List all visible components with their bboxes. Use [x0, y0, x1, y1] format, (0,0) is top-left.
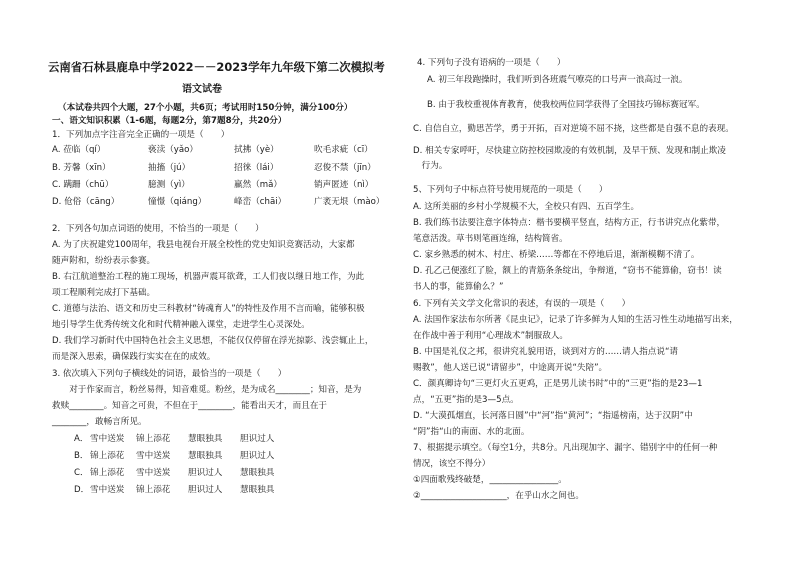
q1-option: 广袤无垠（mào） — [314, 197, 385, 207]
q5-line: D. 孔乙己便涨红了脸，额上的青筋条条绽出，争辩道，“窃书不能算偷，窃书！读 — [413, 266, 722, 276]
q3-word: 慧眼独具 — [240, 468, 275, 478]
q1-option: A. 莅临（qí） — [52, 145, 106, 155]
q2-line: 随声附和，纷纷表示参赛。 — [52, 256, 156, 266]
q1-option: 拭拂（yè） — [234, 145, 279, 155]
q4-line: D. 相关专家呼吁，尽快建立防控校园欺凌的有效机制，及早干预、发现和制止欺凌 — [413, 146, 726, 156]
q3-word: 雪中送炭 — [90, 485, 125, 495]
q5-stem: 5、下列句子中标点符号使用规范的一项是（ ） — [413, 185, 608, 195]
q2-line: D. 我们学习新时代中国特色社会主义思想，不能仅仅停留在浮光掠影、浅尝辄止上， — [52, 336, 374, 346]
q3-option-letter: C． — [74, 468, 89, 478]
q4-stem: 4. 下列句子没有语病的一项是（ ） — [417, 58, 566, 68]
q3-word: 慧眼独具 — [240, 485, 275, 495]
q6-line: “阴”指“山的南面、水的北面。 — [413, 427, 530, 437]
q1-stem: 1．下列加点字注音完全正确的一项是（ ） — [52, 130, 230, 140]
q2-line: A. 为了庆祝建党100周年，我县电视台开展全校性的党史知识竞赛活动，大家都 — [52, 240, 355, 250]
q3-word: 胆识过人 — [240, 434, 275, 444]
exam-subtitle: 语文试卷 — [182, 84, 222, 95]
q3-word: 锦上添花 — [90, 451, 125, 461]
q6-line: B. 中国是礼仪之邦，很讲究礼貌用语，谈到对方的……请人指点说“请 — [413, 347, 679, 357]
q3-word: 雪中送炭 — [90, 434, 125, 444]
exam-title: 云南省石林县鹿阜中学2022－－2023学年九年级下第二次模拟考 — [48, 60, 385, 74]
q3-word: 胆识过人 — [188, 468, 223, 478]
q1-option: 销声匿迹（nì） — [314, 180, 374, 190]
q2-stem: 2．下列各句加点词语的使用，不恰当的一项是（ ） — [52, 224, 264, 234]
q2-line: B. 右江航道整治工程的施工现场，机器声震耳欲聋，工人们夜以继日地工作，为此 — [52, 272, 365, 282]
q4-line: B. 由于我校重视体育教育，使我校两位同学获得了全国技巧锦标赛冠军。 — [427, 100, 705, 110]
q3-word: 慧眼独具 — [188, 451, 223, 461]
q3-passage-line: ________，敢畅言所见。 — [52, 417, 147, 427]
q6-line: 赐教”，他人送已说“请留步”，中途离开说“失陪”。 — [413, 363, 608, 373]
q6-line: C．颜真卿诗句“三更灯火五更鸡，正是男儿读书时”中的“三更”指的是23—1 — [413, 379, 703, 389]
q6-line: 在作战中善于利用“心理战术”制服敌人。 — [413, 331, 568, 341]
q7-stem: 7、根据提示填空。（每空1分，共8分。凡出现加字、漏字、错别字中的任何一种 — [413, 443, 718, 453]
exam-intro: （本试卷共四个大题，27个小题，共6页；考试用时150分钟，满分100分） — [58, 103, 353, 113]
q2-line: 而是深入思索，确保践行实实在在的成效。 — [52, 352, 216, 362]
q3-option-letter: A． — [74, 434, 89, 444]
q1-option: 峰峦（chāi） — [234, 197, 287, 207]
q1-option: 招徕（lái） — [234, 163, 279, 173]
q4-line: A. 初三年段跑操时，我们听到各班震气嘹亮的口号声一浪高过一浪。 — [427, 75, 688, 85]
q3-word: 慧眼独具 — [188, 434, 223, 444]
q1-option: 吹毛求疵（cī） — [314, 145, 373, 155]
q3-word: 锦上添花 — [136, 434, 171, 444]
section-heading: 一、语文知识积累（1-6题，每题2分，第7题8分，共20分） — [52, 116, 287, 126]
q5-line: 书人的事，能算偷么？” — [413, 282, 504, 292]
q3-word: 胆识过人 — [240, 451, 275, 461]
q2-line: 地引导学生优秀传统文化和时代精神融入课堂，走进学生心灵深处。 — [52, 320, 310, 330]
q5-line: 笔意活泼。草书则笔画连绵，结构简省。 — [413, 234, 568, 244]
q6-line: D. “大漠孤烟直，长河落日圆”中“河”指“黄河”；“指遥榜南，达于汉阴”中 — [413, 411, 693, 421]
q1-option: 羸然（mǎ） — [234, 180, 283, 190]
q1-option: D. 伧俗（cāng） — [52, 197, 120, 207]
q1-option: 臆测（yì） — [148, 180, 190, 190]
q7-stem-cont: 情况，该空不得分） — [413, 459, 491, 469]
q4-line: 行为。 — [413, 161, 448, 171]
q3-word: 雪中送炭 — [136, 451, 171, 461]
q1-option: 忍俊不禁（jīn） — [314, 163, 376, 173]
q5-line: C. 家乡熟悉的树木、村庄、桥梁……等都在不停地后退，渐渐模糊不清了。 — [413, 250, 700, 260]
q2-line: C. 道德与法治、语文和历史三科教材“铸魂育人”的特性及作用不言而喻，能够积极 — [52, 304, 365, 314]
q5-line: B. 我们练书法要注意字体特点：楷书要横平竖直，结构方正，行书讲究点化紫带， — [413, 218, 726, 228]
q6-line: 点，“五更”指的是3—5点。 — [413, 395, 519, 405]
q6-stem: 6. 下列有关文学文化常识的表述，有误的一项是（ ） — [413, 299, 631, 309]
q1-option: 抽搐（jú） — [148, 163, 191, 173]
q3-passage-line: 救赎________。知音之可贵，不但在于________，能看出天才，而且在于 — [52, 401, 328, 411]
q7-blank-line: ②____________________，在乎山水之间也。 — [413, 491, 584, 501]
q3-word: 胆识过人 — [188, 485, 223, 495]
q6-line: A. 法国作家法布尔所著《昆虫记》，记录了许多鲜为人知的生活习性生动地描写出来， — [413, 315, 738, 325]
q7-blank-line: ①四面歌残终破楚，________________。 — [413, 475, 567, 485]
q1-option: 憧憬（qiáng） — [148, 197, 207, 207]
q3-passage-line: 对于作家而言，粉丝易得，知音难觅。粉丝，是为成名________；知音，是为 — [52, 385, 362, 395]
q2-line: 项工程顺利完成打下基础。 — [52, 288, 156, 298]
q1-option: 亵渎（yǎo） — [148, 145, 198, 155]
q3-stem: 3. 依次填入下列句子横线处的词语，最恰当的一项是（ ） — [52, 369, 287, 379]
q3-option-letter: B． — [74, 451, 89, 461]
q4-line: C. 自信自立，勤思苦学，勇于开拓，百对逆境不屈不挠，这些都是自强不息的表现。 — [413, 124, 734, 134]
q5-line: A. 这所美丽的乡村小学规模不大，全校只有四、五百学生。 — [413, 202, 640, 212]
q3-word: 雪中送炭 — [136, 468, 171, 478]
q3-word: 锦上添花 — [136, 485, 171, 495]
q1-option: B. 芳馨（xīn） — [52, 163, 111, 173]
q1-option: C. 蹒跚（chū） — [52, 180, 114, 190]
q3-word: 锦上添花 — [90, 468, 125, 478]
q3-option-letter: D． — [74, 485, 90, 495]
